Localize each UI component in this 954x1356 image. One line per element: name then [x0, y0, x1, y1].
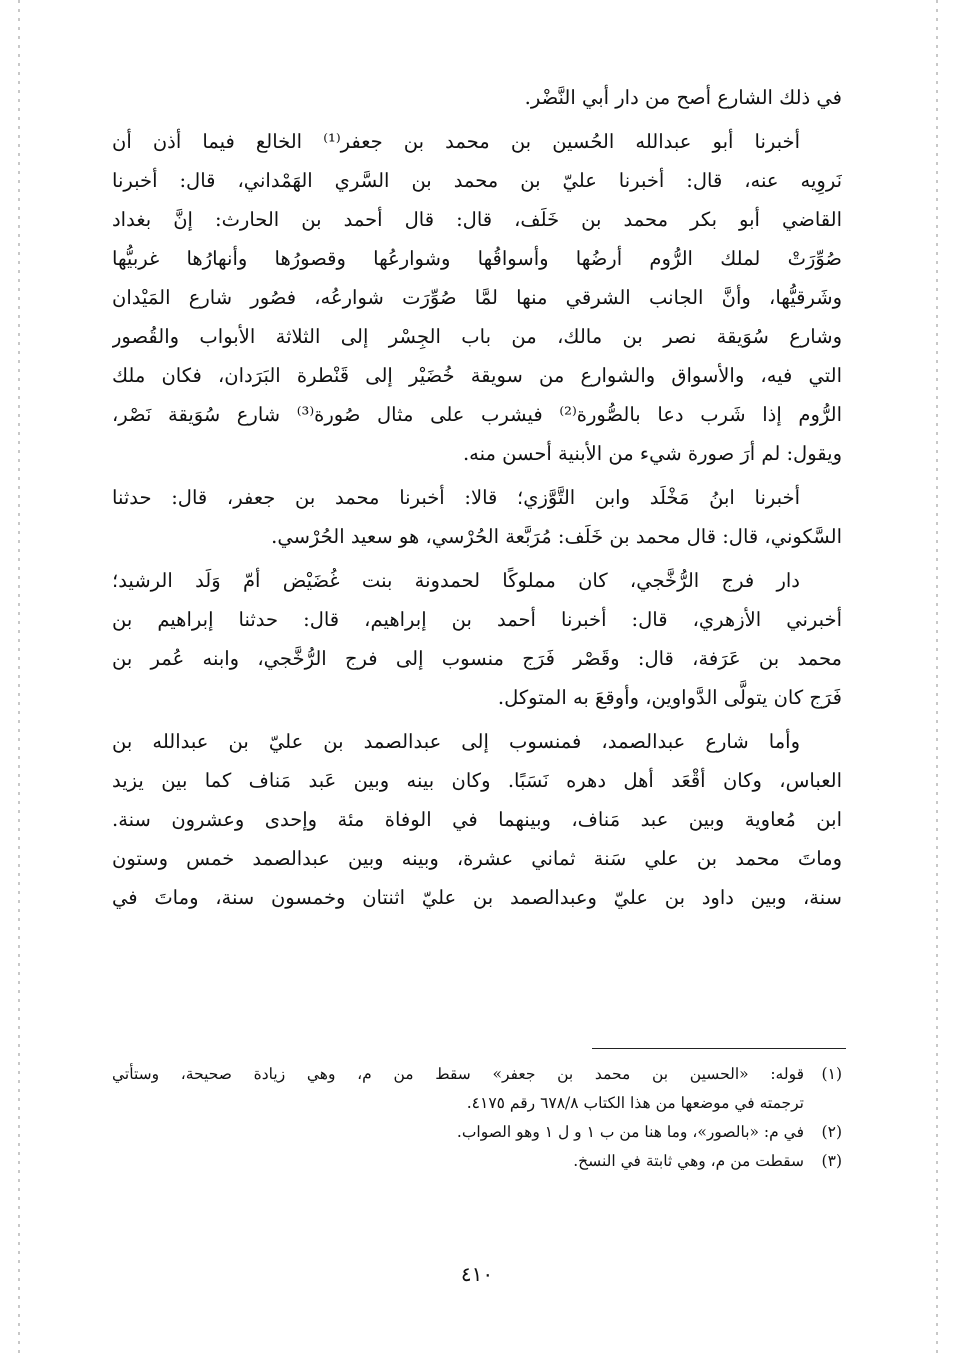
text-line: التي فيه، والأسواق والشوارع من سويقة خُضَيْر إلى قَنْطرة البَرَدان، فكان ملك — [112, 364, 842, 387]
text-line: وأما شارع عبدالصمد، فمنسوب إلى عبدالصمد بن عليّ بن عبدالله بن — [112, 730, 800, 753]
text-line: فَرَج كان يتولَّى الدَّواوين، وأوقعَ به المتوكل. — [497, 686, 842, 709]
footnote-text: في م: «بالصور»، وما هنا من ب ١ و ل ١ وهو الصواب. — [456, 1123, 804, 1141]
footnote — [112, 1147, 842, 1176]
page-number: ٤١٠ — [460, 1262, 494, 1286]
footnote-separator — [592, 1048, 846, 1049]
footnotes — [112, 1060, 842, 1176]
text-line: وماتَ محمد بن علي سَنة ثماني عشرة، وبينه وبين عبدالصمد خمس وستون — [112, 847, 842, 870]
text-line: العباس، وكان أقْعَد أهل دهره نَسَبًا. وكان بينه وبين عَبد مَناف كما بين يزيد — [112, 769, 842, 792]
footnote-text: قوله: «الحسين بن محمد بن جعفر» سقط من م، وهي زيادة صحيحة، وستأتي — [112, 1065, 804, 1083]
text-line: دار فرج الرُّخَّجي، كان مملوكًا لحمدونة بنت غُضَيْض أمّ وَلَد الرشيد؛ — [112, 569, 800, 592]
text-line: ويقول: لم أرَ صورة شيء من الأبنية أحسن منه. — [462, 442, 842, 465]
text-line: أخبرنا أبو عبدالله الحُسين بن محمد بن جعفر⁽¹⁾ الخالع فيما أذن أن — [112, 130, 800, 153]
text-line: الرُّوم إذا شَرب دعا بالصُّورة⁽²⁾ فيشرب على مثال صُورة⁽³⁾ شارع سُوَيقة نَصْر، — [112, 403, 842, 426]
scan-edge-dots-left — [18, 0, 20, 1356]
text-line: القاضي أبو بكر محمد بن خَلَف، قال: قال أحمد بن الحارث: إنَّ بغداد — [112, 208, 842, 231]
text-line: ابن مُعاوية وبين عبد مَناف، وبينهما في الوفاة مئة وإحدى وعشرون سنة. — [112, 808, 842, 831]
text-line: في ذلك الشارع أصح من دار أبي النَّضْر. — [524, 86, 842, 109]
text-line: سنة، وبين داود بن عليّ وعبدالصمد بن عليّ اثنتان وخمسون سنة، وماتَ في — [112, 886, 842, 909]
text-line: نَروِيه عنه، قال: أخبرنا عليّ بن محمد بن السَّري الهَمْداني، قال: أخبرنا — [112, 169, 842, 192]
text-line: وشَرقيُّها، وأنَّ الجانب الشرقي منها لمَّا صُوِّرَت شوارعُه، فصُور شارع المَيْدان — [112, 286, 842, 309]
main-text — [112, 78, 842, 917]
footnote-text: سقطت من م، وهي ثابتة في النسخ. — [573, 1152, 804, 1170]
text-line: محمد بن عَرَفة، قال: وقَصْر فَرَج منسوب إلى فرج الرُّخَّجي، وابنه عُمر بن — [112, 647, 842, 670]
text-line: أخبرنا ابنُ مَخْلَد وابن التَّوَّزي؛ قالا: أخبرنا محمد بن جعفر، قال: حدثنا — [112, 486, 800, 509]
text-line: أخبرني الأزهري، قال: أخبرنا أحمد بن إبراهيم، قال: حدثنا إبراهيم بن — [112, 608, 842, 631]
footnote-number: (١) — [821, 1065, 842, 1083]
scan-edge-dots-right — [936, 0, 938, 1356]
text-line: السَّكوني، قال: قال محمد بن خَلَف: مُرَبَّعة الحُرْسي، هو سعيد الحُرْسي. — [271, 525, 842, 548]
footnote-number: (٢) — [821, 1123, 842, 1141]
footnote-number: (٣) — [821, 1152, 842, 1170]
footnote-text: ترجمته في موضعها من هذا الكتاب ٦٧٨/٨ رقم ٤١٧٥. — [466, 1094, 804, 1112]
footnote — [112, 1118, 842, 1147]
footnote — [112, 1060, 842, 1118]
text-line: وشارع سُوَيقة نصر بن مالك، من باب الجِسْر إلى الثلاثة الأبواب والقُصور — [112, 325, 842, 348]
text-line: صُوِّرَتْ لملك الرُّوم أرضُها وأسواقُها وشوارعُها وقصورُها وأنهارُها غربيُّها — [112, 247, 842, 270]
